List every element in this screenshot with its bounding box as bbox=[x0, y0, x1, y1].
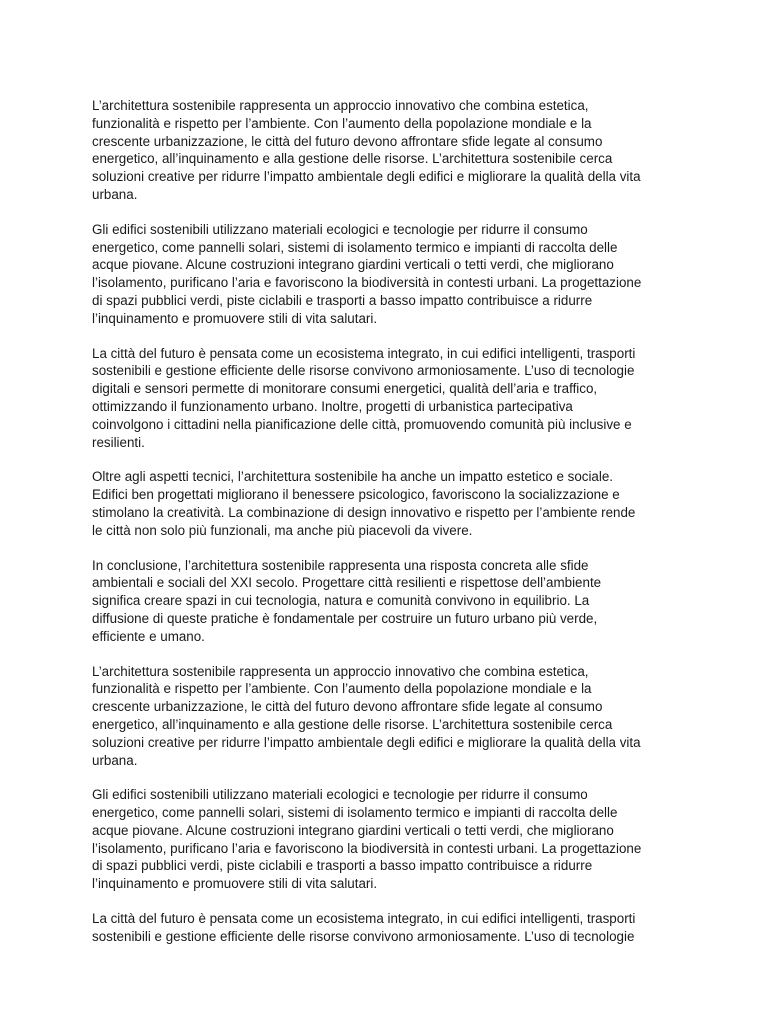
paragraph-8: La città del futuro è pensata come un ecosistema integrato, in cui edifici intelligenti, trasporti sostenibili e gestione efficiente delle risorse convivono armoniosamente. L’uso di tecnologie bbox=[92, 911, 636, 944]
document-body bbox=[92, 97, 682, 963]
paragraph-7: Gli edifici sostenibili utilizzano materiali ecologici e tecnologie per ridurre il consumo energetico, come pannelli solari, sistemi di isolamento termico e impianti di raccolta delle acque piovane. Alcune costruzioni integrano giardini verticali o tetti verdi, che migliorano l’isolamento, purificano l’aria e favoriscono la biodiversità in contesti urbani. La progettazione di spazi pubblici verdi, piste ciclabili e trasporti a basso impatto contribuisce a ridurre l’inquinamento e promuovere stili di vita salutari. bbox=[92, 787, 642, 892]
paragraph-6: L’architettura sostenibile rappresenta un approccio innovativo che combina estetica, funzionalità e rispetto per l’ambiente. Con l’aumento della popolazione mondiale e la crescente urbanizzazione, le città del futuro devono affrontare sfide legate al consumo energetico, all’inquinamento e alla gestione delle risorse. L’architettura sostenibile cerca soluzioni creative per ridurre l’impatto ambientale degli edifici e migliorare la qualità della vita urbana. bbox=[92, 663, 641, 768]
paragraph-1: L’architettura sostenibile rappresenta un approccio innovativo che combina estetica, funzionalità e rispetto per l’ambiente. Con l’aumento della popolazione mondiale e la crescente urbanizzazione, le città del futuro devono affrontare sfide legate al consumo energetico, all’inquinamento e alla gestione delle risorse. L’architettura sostenibile cerca soluzioni creative per ridurre l’impatto ambientale degli edifici e migliorare la qualità della vita urbana. bbox=[92, 98, 641, 202]
paragraph-2: Gli edifici sostenibili utilizzano materiali ecologici e tecnologie per ridurre il consumo energetico, come pannelli solari, sistemi di isolamento termico e impianti di raccolta delle acque piovane. Alcune costruzioni integrano giardini verticali o tetti verdi, che migliorano l’isolamento, purificano l’aria e favoriscono la biodiversità in contesti urbani. La progettazione di spazi pubblici verdi, piste ciclabili e trasporti a basso impatto contribuisce a ridurre l’inquinamento e promuovere stili di vita salutari. bbox=[92, 221, 642, 326]
paragraph-5: In conclusione, l’architettura sostenibile rappresenta una risposta concreta alle sfide ambientali e sociali del XXI secolo. Progettare città resilienti e rispettose dell’ambiente significa creare spazi in cui tecnologia, natura e comunità convivono in equilibrio. La diffusione di queste pratiche è fondamentale per costruire un futuro urbano più verde, efficiente e umano. bbox=[92, 557, 602, 644]
paragraph-4: Oltre agli aspetti tecnici, l’architettura sostenibile ha anche un impatto estetico e sociale. Edifici ben progettati migliorano il benessere psicologico, favoriscono la socializzazione e stimolano la creatività. La combinazione di design innovativo e rispetto per l’ambiente rende le città non solo più funzionali, ma anche più piacevoli da vivere. bbox=[92, 469, 636, 538]
paragraph-3: La città del futuro è pensata come un ecosistema integrato, in cui edifici intelligenti, trasporti sostenibili e gestione efficiente delle risorse convivono armoniosamente. L’uso di tecnologie digitali e sensori permette di monitorare consumi energetici, qualità dell’aria e traffico, ottimizzando il funzionamento urbano. Inoltre, progetti di urbanistica partecipativa coinvolgono i cittadini nella pianificazione delle città, promuovendo comunità più inclusive e resilienti. bbox=[92, 345, 636, 450]
